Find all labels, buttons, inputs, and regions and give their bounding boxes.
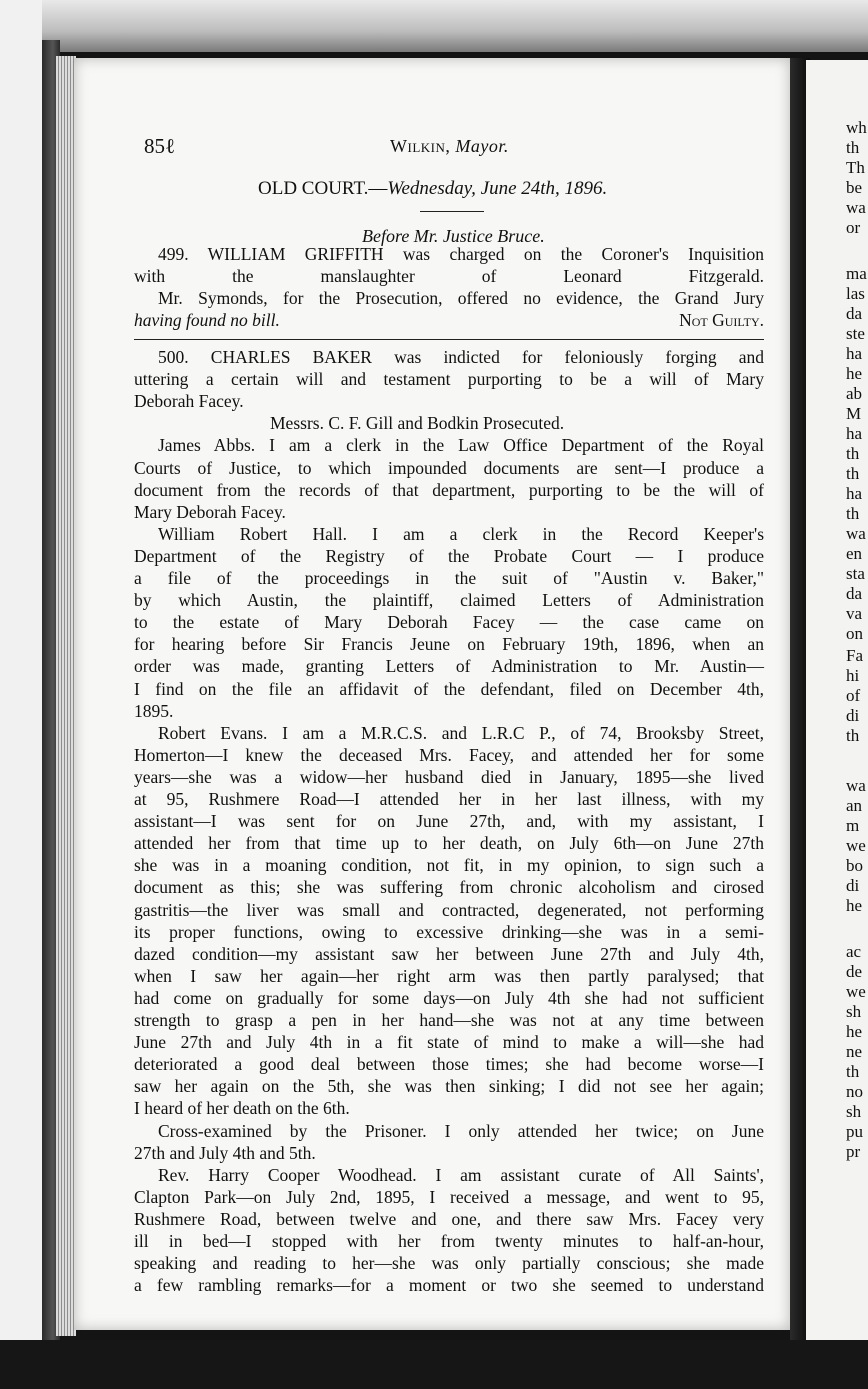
facing-page-fragment: ha [846, 424, 863, 443]
facing-page-fragment: en [846, 544, 863, 563]
case500-line: strength to grasp a pen in her hand—she was not at any time between [134, 1010, 764, 1030]
facing-page-fragment: th [846, 504, 860, 523]
case500-line: gastritis—the liver was small and contracted, degenerated, not performing [134, 900, 764, 920]
facing-page-fragment: wh [846, 118, 867, 137]
case500-line: when I saw her again—her right arm was then partly paralysed; that [134, 966, 764, 986]
facing-page-fragment: sh [846, 1002, 862, 1021]
page-edges [56, 56, 76, 1336]
facing-page-fragment: de [846, 962, 863, 981]
facing-page-fragment: sh [846, 1102, 862, 1121]
case500-line: Messrs. C. F. Gill and Bodkin Prosecuted. [270, 413, 565, 433]
facing-page-fragment: pu [846, 1122, 863, 1141]
case500-line: Mary Deborah Facey. [134, 502, 286, 522]
facing-page-fragment: on [846, 624, 863, 643]
facing-page-fragment: th [846, 1062, 860, 1081]
facing-page-fragment: Th [846, 158, 865, 177]
facing-page-fragment: ab [846, 384, 863, 403]
facing-page-fragment: we [846, 982, 866, 1001]
facing-page-fragment: or [846, 218, 861, 237]
case500-line: Robert Evans. I am a M.R.C.S. and L.R.C P., of 74, Brooksby Street, [158, 723, 764, 743]
case500-line: deteriorated a good deal between those times; she had become worse—I [134, 1054, 764, 1074]
facing-page-fragment: th [846, 444, 860, 463]
facing-page-fragment: di [846, 876, 860, 895]
court-heading-date: Wednesday, June 24th, 1896. [387, 178, 608, 199]
facing-page-fragment: ha [846, 484, 863, 503]
case500-line: 27th and July 4th and 5th. [134, 1143, 316, 1163]
court-heading-main: OLD COURT.— [258, 178, 388, 199]
facing-page-fragment: bo [846, 856, 863, 875]
case500-line: 1895. [134, 701, 174, 721]
facing-page-fragment: ma [846, 264, 867, 283]
case500-line: document from the records of that department, purporting to be the will of [134, 480, 764, 500]
facing-page-fragment: th [846, 726, 860, 745]
facing-page-fragment: ne [846, 1042, 863, 1061]
case500-line: its proper functions, owing to excessive drinking—she was in a semi- [134, 922, 764, 942]
facing-page-fragment: he [846, 364, 863, 383]
case500-line: assistant—I was sent for on June 27th, and, with my assistant, I [134, 811, 764, 831]
case500-line: document as this; she was suffering from chronic alcoholism and cirosed [134, 877, 764, 897]
case500-line: ill in bed—I stopped with her from twenty minutes to half-an-hour, [134, 1231, 764, 1251]
judge-line: Before Mr. Justice Bruce. [362, 226, 545, 246]
case500-line: order was made, granting Letters of Administration to Mr. Austin— [134, 656, 764, 676]
facing-page-fragment: wa [846, 524, 866, 543]
case500-line: Rev. Harry Cooper Woodhead. I am assistant curate of All Saints', [158, 1165, 764, 1185]
facing-page-fragment: wa [846, 776, 866, 795]
case499-last-text: having found no bill. [134, 310, 280, 330]
facing-page-fragment: Fa [846, 646, 863, 665]
facing-page-fragment: th [846, 138, 860, 157]
running-title-name: Wilkin, [390, 136, 451, 156]
facing-page-fragment: be [846, 178, 863, 197]
section-rule [134, 339, 764, 340]
case499-line: Mr. Symonds, for the Prosecution, offered no evidence, the Grand Jury [158, 288, 764, 308]
scan-left-margin [0, 0, 42, 1389]
facing-page-fragment: di [846, 706, 860, 725]
facing-page-fragment: sta [846, 564, 865, 583]
case500-line: had come on gradually for some days—on July 4th she had not sufficient [134, 988, 764, 1008]
case500-line: Cross-examined by the Prisoner. I only attended her twice; on June [158, 1121, 764, 1141]
case499-line: with the manslaughter of Leonard Fitzgerald. [134, 266, 764, 286]
case500-line: Deborah Facey. [134, 391, 244, 411]
case499-line: 499. WILLIAM GRIFFITH was charged on the Coroner's Inquisition [158, 244, 764, 264]
case500-line: Homerton—I knew the deceased Mrs. Facey, and attended her for some [134, 745, 764, 765]
case500-line: Courts of Justice, to which impounded documents are sent—I produce a [134, 458, 764, 478]
case500-line: to the estate of Mary Deborah Facey — the case came on [134, 612, 764, 632]
case500-line: William Robert Hall. I am a clerk in the Record Keeper's [158, 524, 764, 544]
facing-page [806, 60, 868, 1350]
facing-page-fragment: ha [846, 344, 863, 363]
facing-page-fragment: M [846, 404, 862, 423]
case500-line: for hearing before Sir Francis Jeune on February 19th, 1896, when an [134, 634, 764, 654]
scan-bottom-edge [0, 1340, 868, 1389]
court-heading [258, 178, 607, 200]
facing-page-fragment: hi [846, 666, 860, 685]
case500-line: years—she was a widow—her husband died in January, 1895—she lived [134, 767, 764, 787]
facing-page-fragment: he [846, 896, 863, 915]
case500-line: at 95, Rushmere Road—I attended her in her last illness, with my [134, 789, 764, 809]
case500-line: attended her from that time up to her death, on July 6th—on June 27th [134, 833, 764, 853]
facing-page-fragment: of [846, 686, 861, 705]
case500-line: dazed condition—my assistant saw her between June 27th and July 4th, [134, 944, 764, 964]
scan-top-edge [0, 0, 868, 52]
running-title-role: Mayor. [455, 136, 509, 156]
case500-line: June 27th and July 4th in a fit state of mind to make a will—she had [134, 1032, 764, 1052]
case500-line: Rushmere Road, between twelve and one, and there saw Mrs. Facey very [134, 1209, 764, 1229]
facing-page-fragment: ac [846, 942, 862, 961]
facing-page-fragment: th [846, 464, 860, 483]
heading-rule [420, 211, 484, 212]
facing-page-fragment: va [846, 604, 863, 623]
facing-page-fragment: da [846, 304, 863, 323]
facing-page-fragment: m [846, 816, 860, 835]
case500-line: Department of the Registry of the Probate Court — I produce [134, 546, 764, 566]
case500-line: saw her again on the 5th, she was then sinking; I did not see her again; [134, 1076, 764, 1096]
case500-line: she was in a moaning condition, not fit, in my opinion, to sign such a [134, 855, 764, 875]
case499-line [134, 310, 764, 330]
page-number: 85ℓ [144, 134, 176, 158]
running-title [390, 136, 509, 157]
facing-page-fragment: wa [846, 198, 866, 217]
case500-line: I find on the file an affidavit of the defendant, filed on December 4th, [134, 679, 764, 699]
facing-page-fragment: he [846, 1022, 863, 1041]
case500-line: 500. CHARLES BAKER was indicted for feloniously forging and [158, 347, 764, 367]
case500-line: a file of the proceedings in the suit of "Austin v. Baker," [134, 568, 764, 588]
facing-page-fragment: we [846, 836, 866, 855]
case500-line: a few rambling remarks—for a moment or two she seemed to understand [134, 1275, 764, 1295]
case500-line: uttering a certain will and testament purporting to be a will of Mary [134, 369, 764, 389]
facing-page-fragment: no [846, 1082, 863, 1101]
facing-page-fragment: da [846, 584, 863, 603]
facing-page-fragment: pr [846, 1142, 861, 1161]
verdict: Not Guilty. [679, 310, 764, 330]
case500-line: James Abbs. I am a clerk in the Law Office Department of the Royal [158, 435, 764, 455]
case500-line: by which Austin, the plaintiff, claimed Letters of Administration [134, 590, 764, 610]
facing-page-fragment: las [846, 284, 865, 303]
case500-line: speaking and reading to her—she was only partially conscious; she made [134, 1253, 764, 1273]
facing-page-fragment: an [846, 796, 863, 815]
facing-page-fragment: ste [846, 324, 865, 343]
case500-line: I heard of her death on the 6th. [134, 1098, 350, 1118]
case500-line: Clapton Park—on July 2nd, 1895, I received a message, and went to 95, [134, 1187, 764, 1207]
